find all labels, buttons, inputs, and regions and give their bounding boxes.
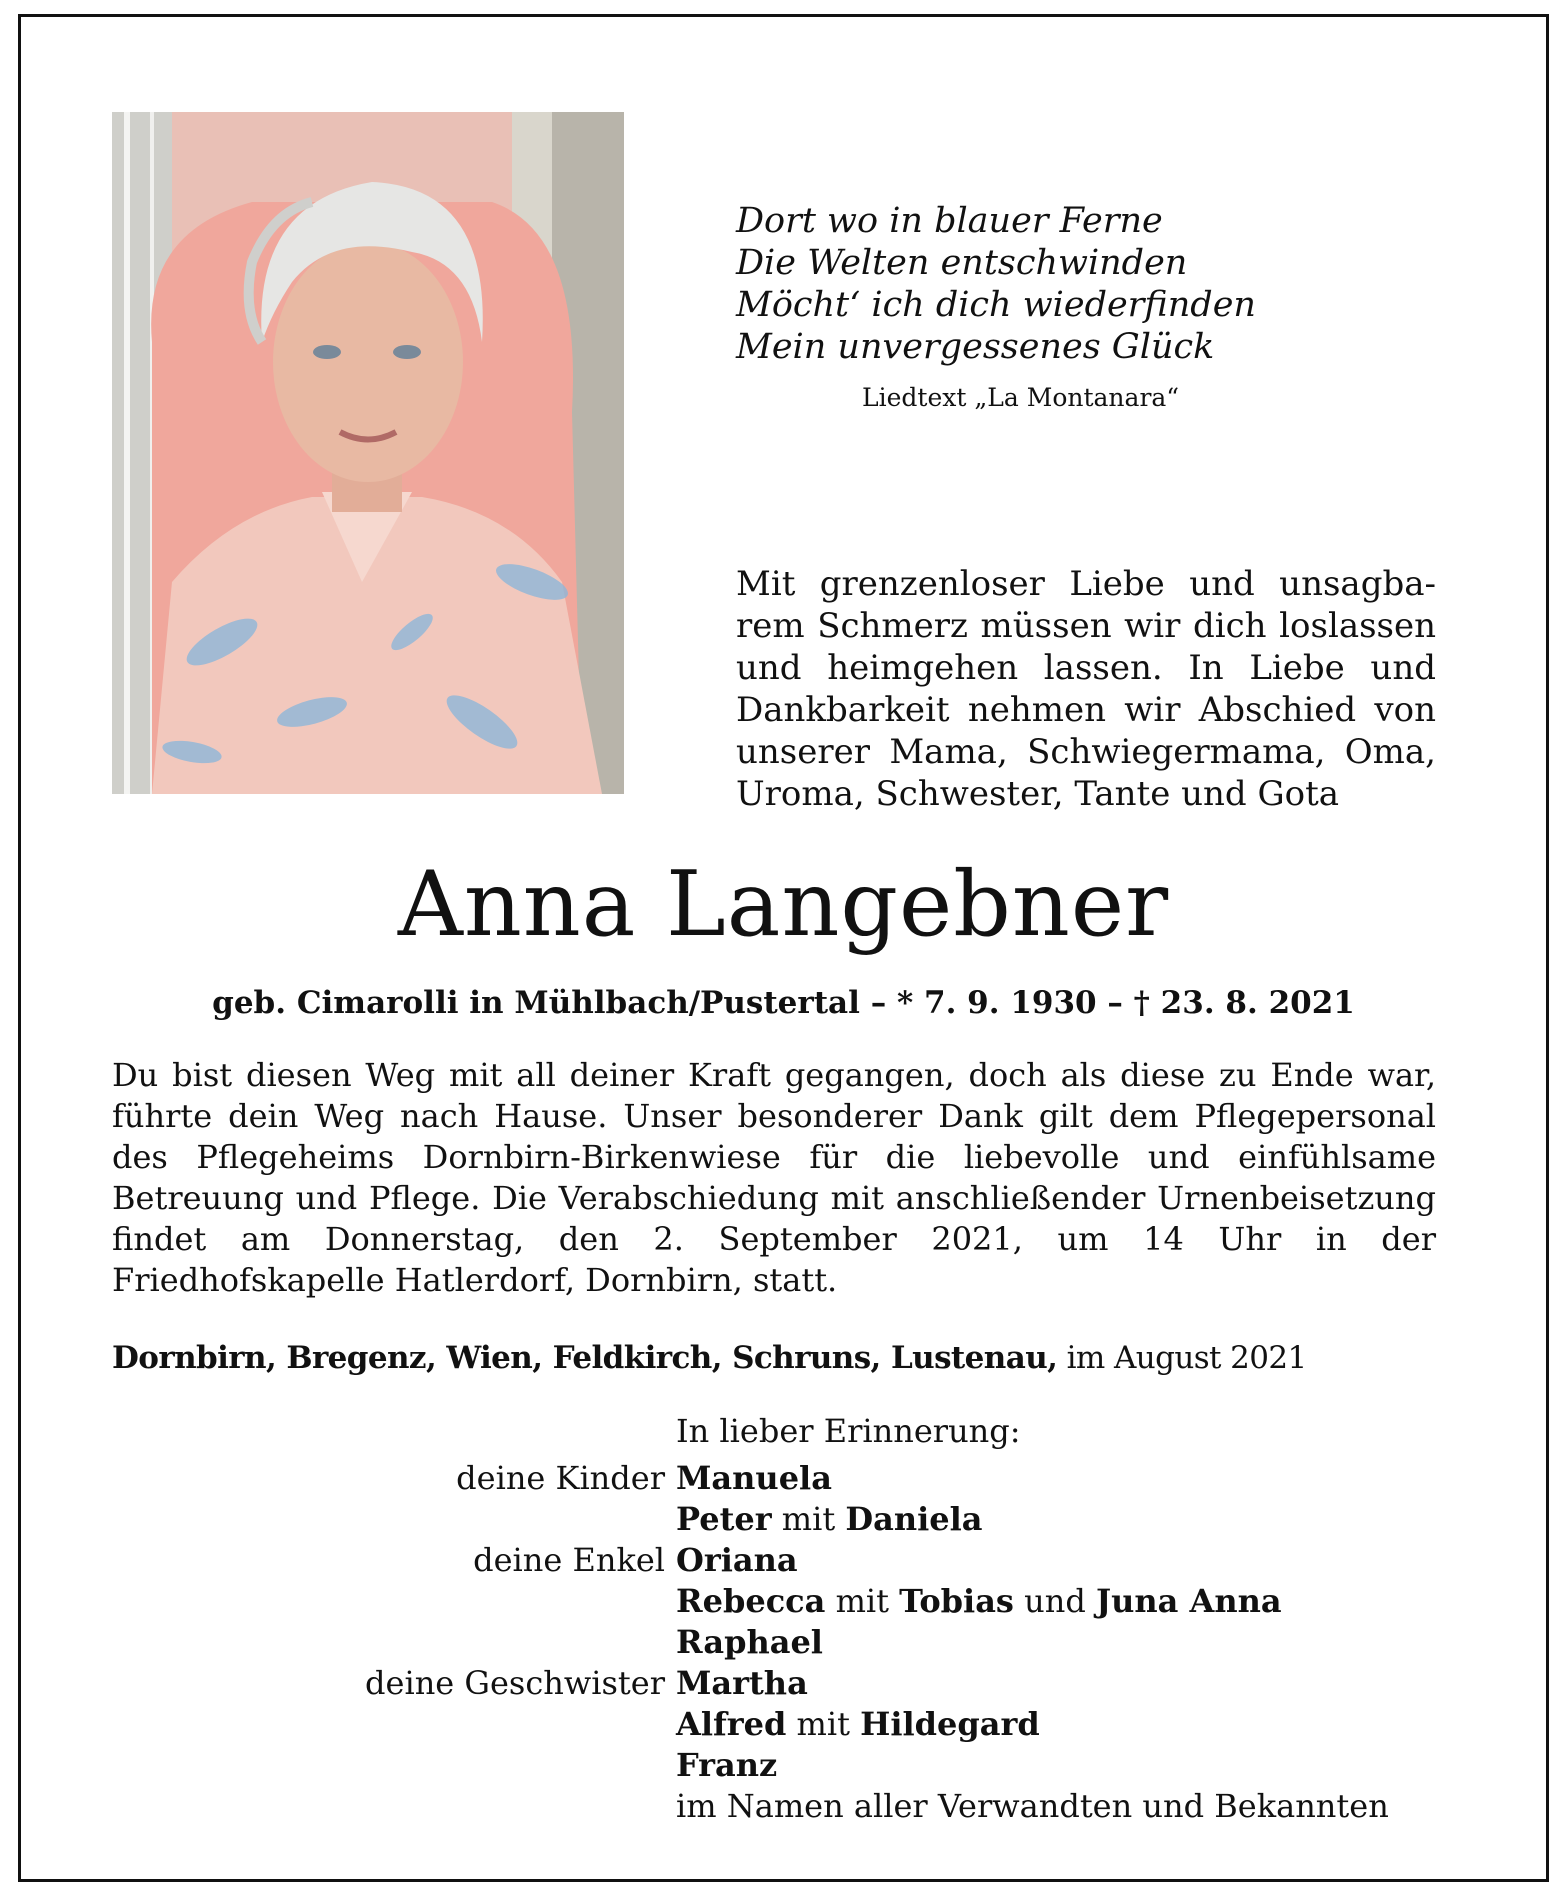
song-quote [736, 200, 1256, 368]
places-list: Dornbirn, Bregenz, Wien, Feldkirch, Schruns, Lustenau, [112, 1340, 1058, 1376]
quote-line: Dort wo in blauer Ferne [736, 201, 1163, 241]
quote-line: Die Welten entschwinden [736, 243, 1188, 283]
family-connector: im Namen aller Verwandten und Bekannten [676, 1787, 1389, 1825]
family-row [0, 1581, 1567, 1622]
family-member-name: Hildegard [860, 1705, 1040, 1743]
quote-line: Mein unvergessenes Glück [736, 327, 1215, 367]
deceased-origin-dates: geb. Cimarolli in Mühlbach/Pustertal – * 7. 9. 1930 – † 23. 8. 2021 [212, 985, 1355, 1021]
family-names [676, 1745, 777, 1786]
family-row [0, 1663, 1567, 1704]
family-row [0, 1786, 1567, 1827]
family-member-name: Juna Anna [1095, 1582, 1282, 1620]
thanks-text: Du bist diesen Weg mit all deiner Kraft gegangen, doch als diese zu Ende war, führte dein Weg nach Hause. Unser besonderer Dank gilt dem Pflegepersonal des Pflegeheims Dornbirn-Birkenwiese für die liebevolle und einfühlsame Betreuung und Pflege. Die Verabschiedung mit anschließender Urnenbeisetzung findet am Donnerstag, den 2. September 2021, um 14 Uhr in der Friedhofskapelle Hatlerdorf, Dornbirn, statt. [112, 1056, 1436, 1299]
family-row [0, 1499, 1567, 1540]
family-member-name: Franz [676, 1746, 778, 1784]
family-names [676, 1786, 1389, 1827]
family-names [676, 1458, 832, 1499]
family-relation: deine Enkel [473, 1541, 665, 1579]
portrait-illustration [112, 112, 624, 794]
family-row [0, 1622, 1567, 1663]
family-member-name: Daniela [845, 1500, 983, 1538]
family-names [676, 1540, 798, 1581]
farewell-text: Mit grenzenloser Liebe und unsagbarem Schmerz müssen wir dich loslassen und heimgehen lassen. In Liebe und Dankbarkeit nehmen wir Abschied von unserer Mama, Schwiegermama, Oma, Uroma, Schwester, Tante und Gota [736, 564, 1436, 814]
family-member-name: Peter [676, 1500, 772, 1538]
family-list [0, 1458, 1567, 1827]
portrait-photo [112, 112, 624, 794]
family-connector: mit [825, 1582, 900, 1620]
family-member-name: Oriana [676, 1541, 798, 1579]
family-member-name: Rebecca [676, 1582, 826, 1620]
memory-label: In lieber Erinnerung: [676, 1412, 1021, 1450]
family-relation: deine Geschwister [365, 1664, 665, 1702]
family-member-name: Martha [676, 1664, 808, 1702]
family-member-name: Alfred [676, 1705, 787, 1743]
family-row [0, 1458, 1567, 1499]
family-connector: mit [786, 1705, 861, 1743]
family-member-name: Manuela [676, 1459, 832, 1497]
family-member-name: Tobias [899, 1582, 1014, 1620]
family-names [676, 1704, 1040, 1745]
family-row [0, 1704, 1567, 1745]
deceased-name: Anna Langebner [397, 852, 1170, 957]
family-member-name: Raphael [676, 1623, 823, 1661]
family-connector: mit [771, 1500, 846, 1538]
family-row [0, 1745, 1567, 1786]
family-connector: und [1013, 1582, 1096, 1620]
quote-credit: Liedtext „La Montanara“ [862, 383, 1180, 412]
family-names [676, 1622, 823, 1663]
family-names [676, 1663, 808, 1704]
month-year: im August 2021 [1057, 1340, 1307, 1376]
family-row [0, 1540, 1567, 1581]
family-names [676, 1581, 1282, 1622]
family-names [676, 1499, 983, 1540]
places-date [112, 1340, 1436, 1376]
family-relation: deine Kinder [456, 1459, 665, 1497]
quote-line: Möcht‘ ich dich wiederfinden [736, 285, 1256, 325]
